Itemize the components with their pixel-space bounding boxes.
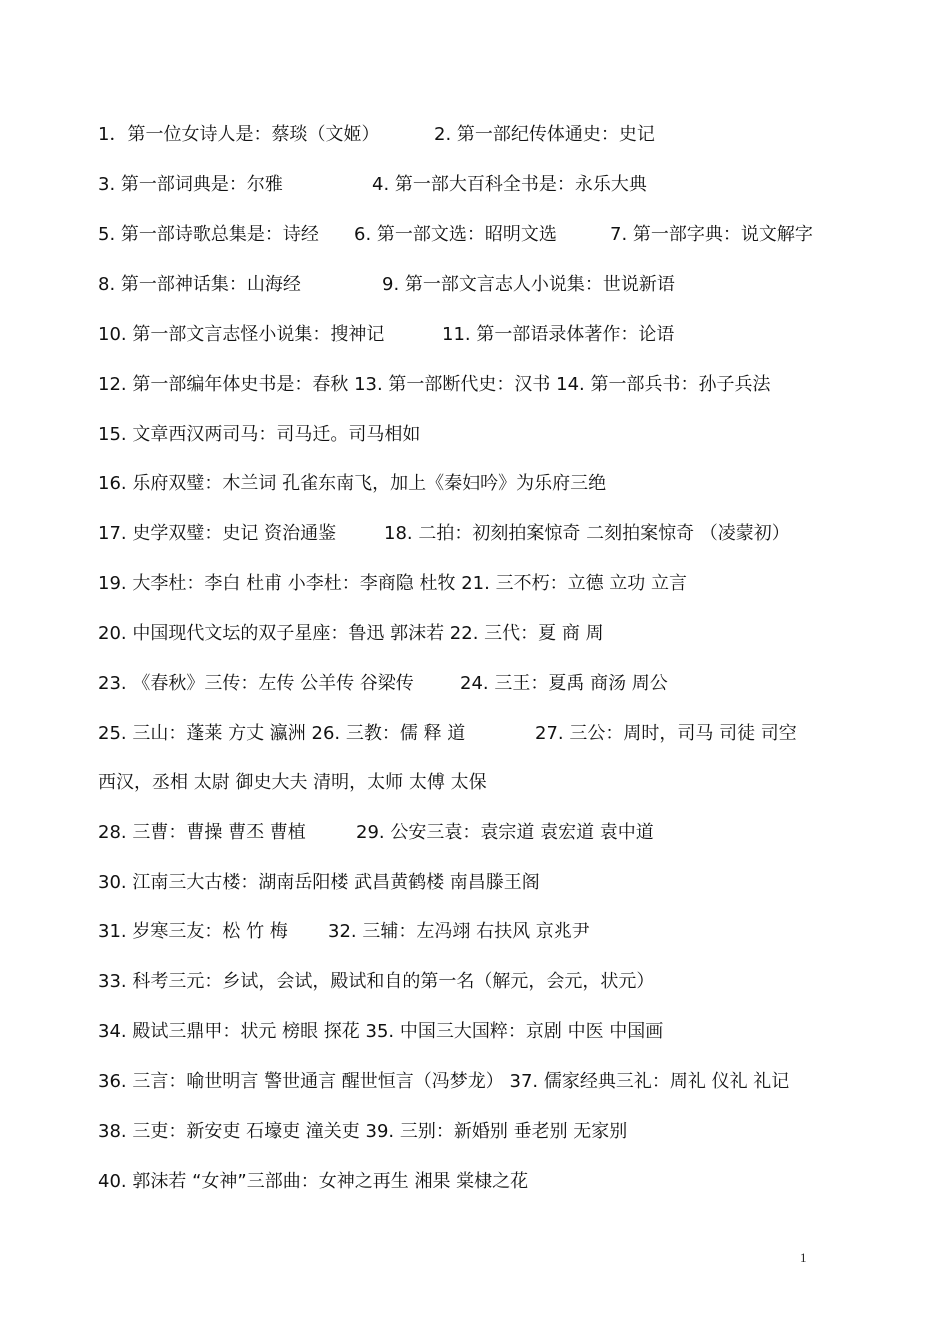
item-1: 1．第一位女诗人是：蔡琰（文姬） [98, 124, 380, 145]
item-18: 18. 二拍：初刻拍案惊奇 二刻拍案惊奇 （凌蒙初） [384, 523, 790, 544]
items-12-14: 12. 第一部编年体史书是：春秋 13. 第一部断代史：汉书 14. 第一部兵书：孙子兵法 [98, 374, 771, 395]
items-20-22: 20. 中国现代文坛的双子星座：鲁迅 郭沫若 22. 三代：夏 商 周 [98, 623, 604, 644]
item-5: 5. 第一部诗歌总集是：诗经 [98, 224, 319, 245]
item-27: 27. 三公：周时，司马 司徒 司空 [535, 723, 797, 744]
item-16: 16. 乐府双璧：木兰词 孔雀东南飞，加上《秦妇吟》为乐府三绝 [98, 473, 607, 494]
items-34-35: 34. 殿试三鼎甲：状元 榜眼 探花 35. 中国三大国粹：京剧 中医 中国画 [98, 1021, 664, 1042]
item-29: 29. 公安三袁：袁宗道 袁宏道 袁中道 [356, 822, 654, 843]
item-32: 32. 三辅：左冯翊 右扶风 京兆尹 [328, 921, 590, 942]
item-27-continued: 西汉，丞相 太尉 御史大夫 清明，太师 太傅 太保 [98, 772, 487, 793]
item-8: 8. 第一部神话集：山海经 [98, 274, 301, 295]
item-33: 33. 科考三元：乡试，会试，殿试和自的第一名（解元，会元，状元） [98, 971, 655, 992]
page-number: 1 [800, 1250, 807, 1265]
items-19-21: 19. 大李杜：李白 杜甫 小李杜：李商隐 杜牧 21. 三不朽：立德 立功 立言 [98, 573, 688, 594]
items-25-26: 25. 三山：蓬莱 方丈 瀛洲 26. 三教：儒 释 道 [98, 723, 466, 744]
item-17: 17. 史学双璧：史记 资治通鉴 [98, 523, 337, 544]
item-30: 30. 江南三大古楼：湖南岳阳楼 武昌黄鹤楼 南昌滕王阁 [98, 872, 540, 893]
item-15: 15. 文章西汉两司马：司马迁。司马相如 [98, 424, 421, 445]
item-11: 11. 第一部语录体著作：论语 [442, 324, 675, 345]
items-36-37: 36. 三言：喻世明言 警世通言 醒世恒言（冯梦龙） 37. 儒家经典三礼：周礼 仪礼 礼记 [98, 1071, 790, 1092]
item-6: 6. 第一部文选：昭明文选 [354, 224, 557, 245]
item-4: 4. 第一部大百科全书是：永乐大典 [372, 174, 647, 195]
item-9: 9. 第一部文言志人小说集：世说新语 [382, 274, 675, 295]
item-40: 40. 郭沫若 “女神”三部曲：女神之再生 湘果 棠棣之花 [98, 1171, 529, 1192]
item-24: 24. 三王：夏禹 商汤 周公 [460, 673, 668, 694]
item-7: 7. 第一部字典：说文解字 [610, 224, 813, 245]
item-31: 31. 岁寒三友：松 竹 梅 [98, 921, 288, 942]
item-28: 28. 三曹：曹操 曹丕 曹植 [98, 822, 306, 843]
item-10: 10. 第一部文言志怪小说集：搜神记 [98, 324, 385, 345]
item-2: 2. 第一部纪传体通史：史记 [434, 124, 655, 145]
items-38-39: 38. 三吏：新安吏 石壕吏 潼关吏 39. 三别：新婚别 垂老别 无家别 [98, 1121, 628, 1142]
item-3: 3. 第一部词典是：尔雅 [98, 174, 283, 195]
item-23: 23. 《春秋》三传：左传 公羊传 谷梁传 [98, 673, 414, 694]
